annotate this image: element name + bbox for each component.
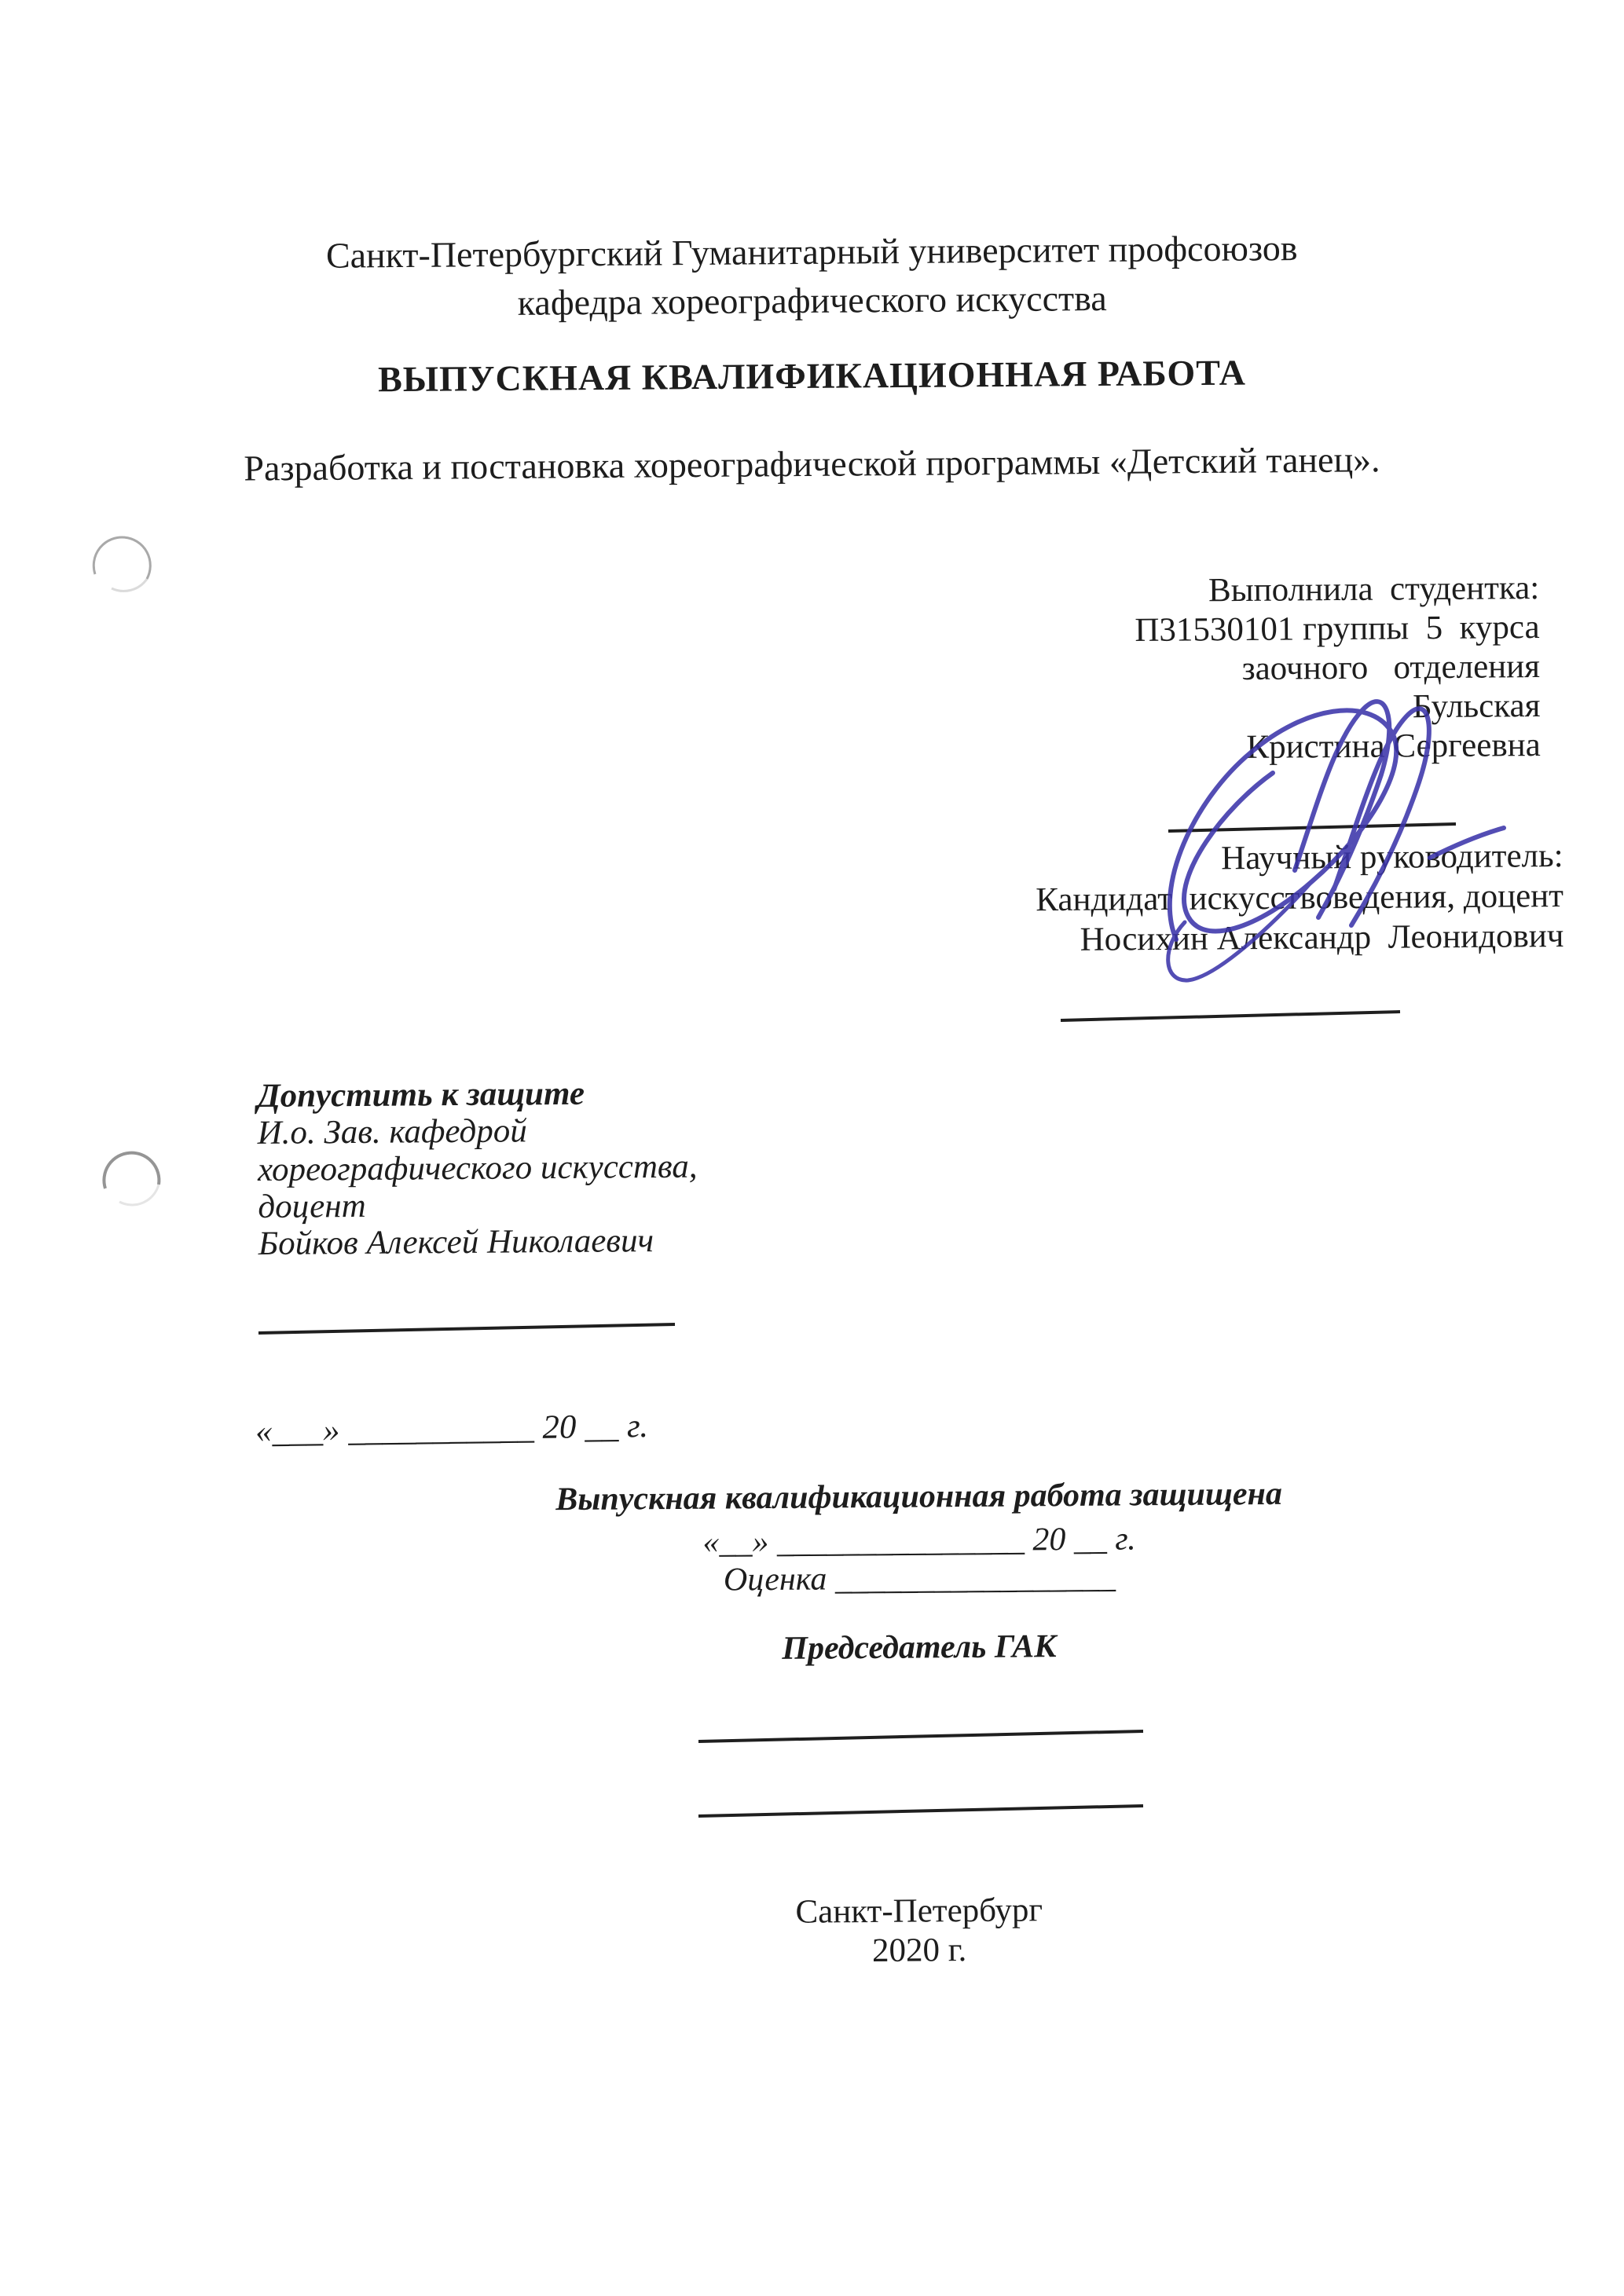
admission-head-name: Бойков Алексей Николаевич	[258, 1222, 654, 1262]
admission-position-line3: доцент	[258, 1187, 366, 1225]
supervisor-name: Носихин Александр Леонидович	[1080, 917, 1564, 958]
admission-signature-line	[258, 1324, 675, 1333]
admission-heading: Допустить к защите	[257, 1075, 585, 1115]
admission-position-line2: хореографического искусства,	[257, 1148, 698, 1188]
footer-block	[471, 1888, 1368, 1974]
student-block-line: Выполнила студентка:	[1208, 569, 1540, 610]
chairman-signature-line-2	[698, 1806, 1143, 1816]
defense-block	[471, 1474, 1367, 1601]
hole-punch-artifact-bottom	[104, 1153, 159, 1205]
chairman-signature-line-1	[698, 1731, 1143, 1741]
chairman-label: Председатель ГАК	[782, 1628, 1057, 1667]
student-block	[989, 569, 1541, 769]
university-header	[0, 222, 1624, 331]
supervisor-signature-line-2	[1061, 1012, 1400, 1020]
footer-year: 2020 г.	[871, 1932, 967, 1969]
university-name: Санкт-Петербургский Гуманитарный университет профсоюзов	[325, 228, 1298, 276]
supervisor-signature-line	[1168, 824, 1456, 831]
work-type-title: ВЫПУСКНАЯ КВАЛИФИКАЦИОННАЯ РАБОТА	[377, 352, 1247, 400]
admission-date-line: «___» ___________ 20 __ г.	[255, 1408, 649, 1450]
admission-position-line1: И.о. Зав. кафедрой	[257, 1112, 527, 1152]
admission-block	[257, 1072, 966, 1262]
defense-heading: Выпускная квалификационная работа защищена	[555, 1475, 1283, 1518]
footer-city: Санкт-Петербург	[795, 1891, 1043, 1931]
supervisor-label: Научный руководитель:	[1220, 837, 1564, 877]
thesis-title: Разработка и постановка хореографической программы «Детский танец».	[244, 439, 1380, 489]
student-name: Кристина Сергеевна	[1246, 726, 1541, 766]
defense-grade-line: Оценка _________________	[723, 1558, 1116, 1598]
hole-punch-artifact-top	[93, 537, 150, 591]
department-name: кафедра хореографического искусства	[517, 277, 1107, 323]
student-department-line: заочного отделения	[1241, 648, 1541, 687]
student-group-line: П31530101 группы 5 курса	[1135, 609, 1540, 650]
supervisor-degree: Кандидат искусствоведения, доцент	[1036, 877, 1564, 919]
supervisor-block	[966, 836, 1564, 961]
defense-date-line: «__» _______________ 20 __ г.	[702, 1521, 1136, 1561]
student-surname: Бульская	[1412, 687, 1541, 726]
